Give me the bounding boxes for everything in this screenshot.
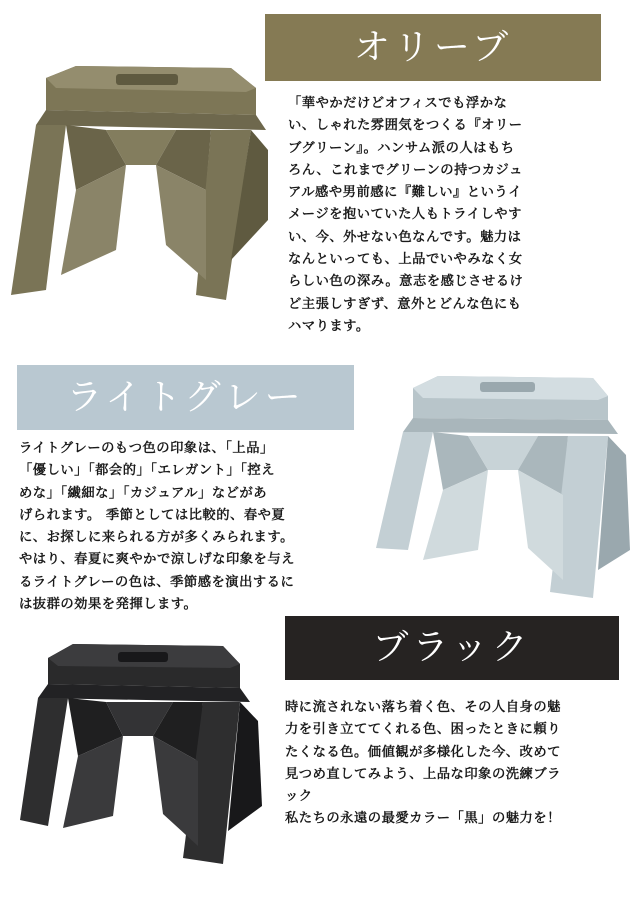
- black-description: 時に流されない落ち着く色、その人自身の魅 力を引き立ててくれる色、困ったときに頼り たくなる色。価値観が多様化した今、改めて 見つめ直してみよう、上品な印象の洗練ブラ ック 私たちの永遠の最愛カラー「黒」の魅力を！: [285, 700, 561, 827]
- olive-description: 「華やかだけどオフィスでも浮かな い、しゃれた雰囲気をつくる『オリー ブグリーン』。ハンサム派の人はもち ろん、これまでグリーンの持つカジュ アル感や男前感に『難しい』というイ メージを抱いていた人もトライしやす い、今、外せない色なんです。魅力は なんといっても、上品でいやみなく女 らしい色の深み。意志を感じさせるけ ど主張しすぎず、意外とどんな色にも ハマります。: [288, 96, 524, 334]
- olive-title-banner: [265, 14, 601, 81]
- black-title-banner: [285, 616, 619, 680]
- light-gray-description: ライトグレーのもつ色の印象は、「上品」 「優しい」「都会的」「エレガント」「控え めな」「繊細な」「カジュアル」などがあ げられます。 季節としては比較的、春や夏 に、お探しに来られる方が多くみられます。 やはり、春夏に爽やかで涼しげな印象を与え るライトグレーの色は、季節感を演出するに は抜群の効果を発揮します。: [19, 441, 295, 613]
- olive-title: オリーブ: [353, 26, 513, 68]
- black-stool: [20, 644, 262, 864]
- olive-stool-image: [6, 60, 274, 303]
- black-title: ブラック: [372, 627, 532, 668]
- light-gray-title: ライトグレー: [66, 376, 305, 418]
- light-gray-stool: [376, 376, 630, 598]
- light-gray-title-banner: [17, 365, 354, 430]
- black-stool-image: [18, 636, 264, 868]
- light-gray-stool-image: [368, 370, 636, 602]
- olive-stool: [11, 66, 268, 300]
